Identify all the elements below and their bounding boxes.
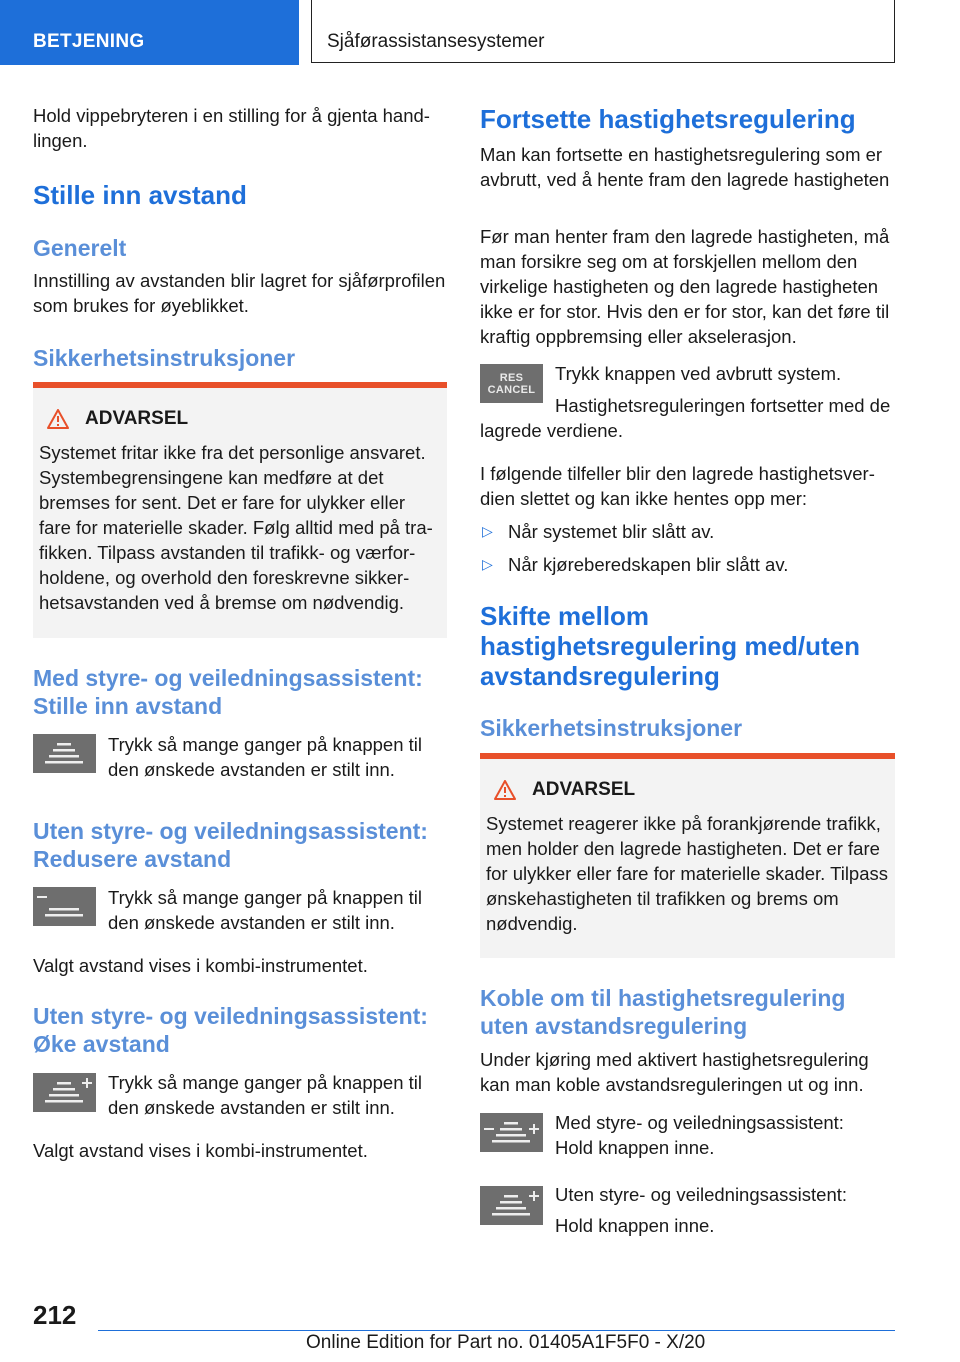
page-number: 212 [33, 1300, 77, 1330]
warning-triangle-icon [47, 409, 69, 429]
footer-edition: Online Edition for Part no. 01405A1F5F0 - X/20 [306, 1332, 706, 1353]
header-section-label: BETJENING [33, 31, 145, 52]
distance-plus-icon [33, 1073, 96, 1112]
heading-fortsette: Fortsette hastighetsregulering [480, 104, 856, 134]
warning-title-text: ADVARSEL [532, 779, 636, 800]
distance-button-koble-uten [480, 1186, 543, 1225]
warning-title-right [486, 777, 888, 803]
distance-button-koble-med [480, 1113, 543, 1152]
heading-generelt: Generelt [33, 235, 127, 261]
heading-med-styre: Med styre- og veiledningsassistent: Stille inn avstand [33, 665, 423, 719]
warning-title-left [39, 406, 440, 432]
distance-bars-icon [480, 1113, 543, 1152]
koble-uten-line-2: Hold knappen inne. [555, 1215, 715, 1236]
warning-triangle-icon [494, 780, 516, 800]
bullet-triangle-icon: ▷ [482, 523, 493, 539]
bullet-text-2: Når kjøreberedskapen blir slått av. [508, 554, 789, 575]
distance-button-minus [33, 887, 96, 926]
warning-text-left: Systemet fritar ikke fra det personlige ansvaret. Systembegrensingene kan medføre at det bremses for sent. Det er fare for ulykker eller fare for materielle skader. Følg alltid med på trafikken. Tilpass avstanden til trafikk- og værforholdene, og overhold den foreskrevne sikkerhetsavstanden ved å bremse om nødvendig. [39, 442, 433, 613]
bullet-text-1: Når systemet blir slått av. [508, 521, 715, 542]
footer-divider [98, 1330, 895, 1331]
res-cancel-label [488, 372, 536, 396]
koble-text: Under kjøring med aktivert hastighetsregulering kan man koble avstandsreguleringen ut og inn. [480, 1049, 869, 1095]
koble-uten-line-1: Uten styre- og veiledningsassistent: [555, 1184, 848, 1205]
cancel-label: CANCEL [487, 383, 536, 396]
header-chapter-label: Sjåførassistansesystemer [327, 31, 545, 52]
warning-title-text: ADVARSEL [85, 408, 189, 429]
valgt-avstand-text-2: Valgt avstand vises i kombi-instrumentet. [33, 1140, 368, 1161]
res-line-1: Trykk knappen ved avbrutt system. [555, 363, 842, 384]
uten-oke-text: Trykk så mange ganger på knappen til den ønskede avstanden er stilt inn. [108, 1072, 422, 1118]
heading-skifte: Skifte mellom hastighetsregulering med/uten avstandsregulering [480, 601, 860, 691]
generelt-text: Innstilling av avstanden blir lagret for sjåførprofilen som brukes for øyeblikket. [33, 270, 446, 316]
fortsette-para-2: Før man henter fram den lagrede hastigheten, må man forsikre seg om at forskjellen mellom den virkelige hastigheten og den lagrede hastigheten ikke er for stor. Hvis den er for stor, kan det føre til kraftig oppbremsing eller akselerasjon. [480, 226, 890, 347]
heading-stille-inn-avstand: Stille inn avstand [33, 180, 247, 210]
warning-box-right [480, 753, 895, 958]
res-line-2: Hastighetsreguleringen fortsetter med de lagrede verdiene. [480, 395, 891, 441]
fortsette-para-1: Man kan fortsette en hastighetsregulering som er avbrutt, ved å hente fram den lagrede hastigheten [480, 144, 890, 190]
uten-redusere-text: Trykk så mange ganger på knappen til den ønskede avstanden er stilt inn. [108, 887, 422, 933]
warning-text-right: Systemet reagerer ikke på forankjørende trafikk, men holder den lagrede hastigheten. Det er fare for ulykker eller fare for materielle skader. Tilpass ønskehastigheten til trafikken og brems om nødvendig. [486, 813, 889, 934]
valgt-avstand-text-1: Valgt avstand vises i kombi-instrumentet. [33, 955, 368, 976]
bullet-triangle-icon: ▷ [482, 556, 493, 572]
med-styre-text: Trykk så mange ganger på knappen til den ønskede avstanden er stilt inn. [108, 734, 422, 780]
koble-med-line-2: Hold knappen inne. [555, 1137, 715, 1158]
distance-bars-icon [33, 734, 96, 773]
koble-med-line-1: Med styre- og veiledningsassistent: [555, 1112, 844, 1133]
warning-box-left [33, 382, 447, 638]
distance-button-med [33, 734, 96, 773]
intro-text: Hold vippebryteren i en stilling for å gjenta handlingen. [33, 105, 430, 151]
slettet-text: I følgende tilfeller blir den lagrede hastighetsverdien slettet og kan ikke hentes opp mer: [480, 463, 875, 509]
heading-sikkerhet-left: Sikkerhetsinstruksjoner [33, 345, 296, 371]
header-section-tab [0, 0, 299, 65]
heading-sikkerhet-right: Sikkerhetsinstruksjoner [480, 715, 743, 741]
res-label: RES [499, 371, 524, 384]
header-chapter-box [311, 0, 895, 63]
heading-uten-redusere: Uten styre- og veiledningsassistent: Redusere avstand [33, 818, 428, 872]
distance-minus-icon [33, 887, 96, 926]
distance-button-plus [33, 1073, 96, 1112]
heading-koble: Koble om til hastighetsregulering uten avstandsregulering [480, 985, 846, 1039]
heading-uten-oke: Uten styre- og veiledningsassistent: Øke avstand [33, 1003, 428, 1057]
distance-plus-icon [480, 1186, 543, 1225]
